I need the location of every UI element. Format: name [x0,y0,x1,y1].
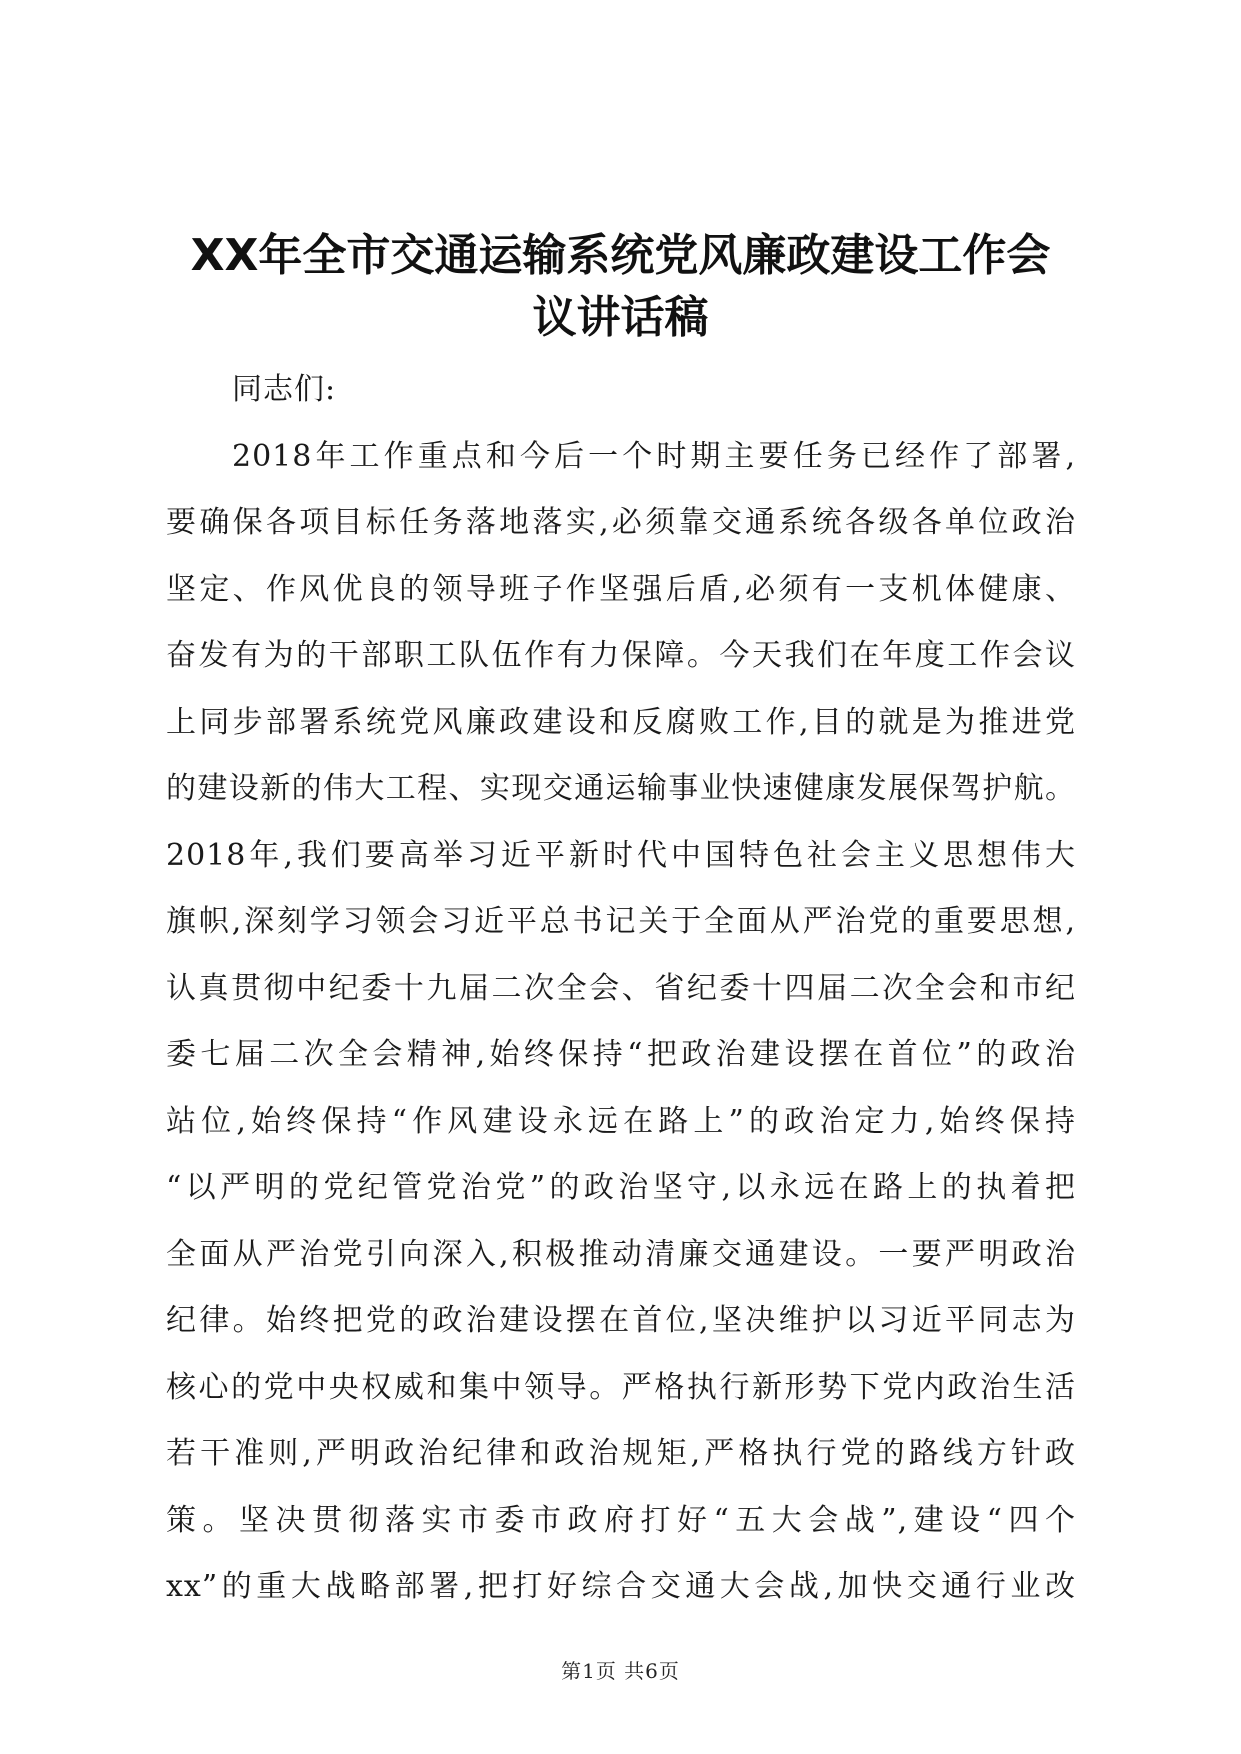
paragraph-line: 认真贯彻中纪委十九届二次全会、省纪委十四届二次全会和市纪 [166,970,1076,1006]
title-line-2: 议讲话稿 [532,292,709,343]
document-title [150,225,1091,349]
salutation: 同志们: [232,372,337,407]
paragraph-line: “以严明的党纪管党治党”的政治坚守,以永远在路上的执着把 [166,1170,1076,1205]
paragraph-line: 站位,始终保持“作风建设永远在路上”的政治定力,始终保持 [166,1103,1076,1139]
paragraph-line: 旗帜,深刻学习领会习近平总书记关于全面从严治党的重要思想, [166,904,1076,939]
paragraph-line: 纪律。始终把党的政治建设摆在首位,坚决维护以习近平同志为 [166,1303,1076,1338]
paragraph-line: 要确保各项目标任务落地落实,必须靠交通系统各级各单位政治 [166,505,1076,540]
paragraph-line: 奋发有为的干部职工队伍作有力保障。今天我们在年度工作会议 [166,638,1076,673]
paragraph-line: xx”的重大战略部署,把打好综合交通大会战,加快交通行业改 [166,1569,1076,1604]
paragraph-line: 委七届二次全会精神,始终保持“把政治建设摆在首位”的政治 [166,1037,1076,1072]
paragraph-line: 2018年工作重点和今后一个时期主要任务已经作了部署, [232,438,1076,474]
paragraph-line: 全面从严治党引向深入,积极推动清廉交通建设。一要严明政治 [166,1236,1076,1272]
paragraph-line: 核心的党中央权威和集中领导。严格执行新形势下党内政治生活 [166,1369,1076,1405]
paragraph-line: 2018年,我们要高举习近平新时代中国特色社会主义思想伟大 [166,837,1076,873]
document-body [166,357,1076,1621]
paragraph-line: 的建设新的伟大工程、实现交通运输事业快速健康发展保驾护航。 [166,771,1076,806]
paragraph-line: 若干准则,严明政治纪律和政治规矩,严格执行党的路线方针政 [166,1436,1076,1471]
paragraph-line: 坚定、作风优良的领导班子作坚强后盾,必须有一支机体健康、 [166,571,1076,607]
title-line-1: XX年全市交通运输系统党风廉政建设工作会 [190,230,1051,281]
page-footer: 第1页 共6页 [561,1659,680,1683]
paragraph-line: 上同步部署系统党风廉政建设和反腐败工作,目的就是为推进党 [166,704,1076,740]
paragraph-line: 策。坚决贯彻落实市委市政府打好“五大会战”,建设“四个 [166,1502,1076,1538]
